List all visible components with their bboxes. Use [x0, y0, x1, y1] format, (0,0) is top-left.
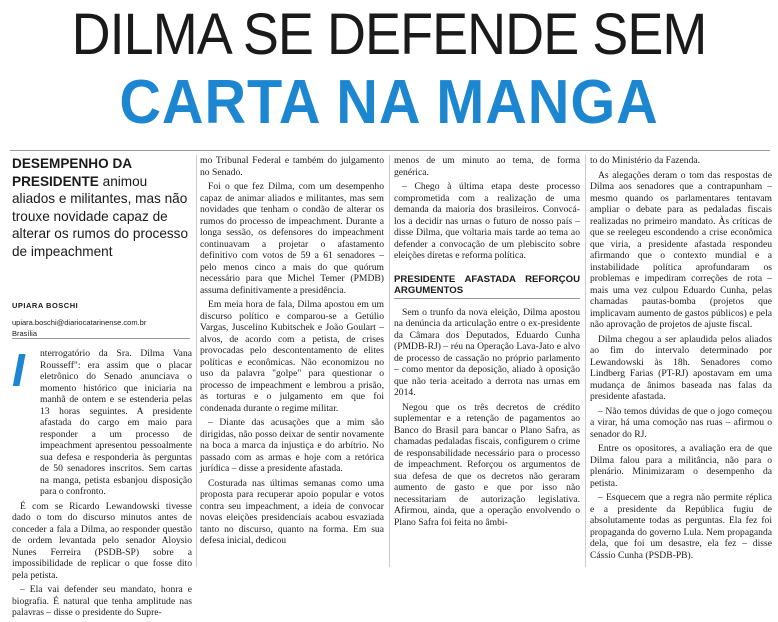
paragraph: mo Tribunal Federal e também do julgamento no Senado.: [200, 155, 384, 178]
paragraph: – Ela vai defender seu mandato, honra e biografia. É natural que tenha amplitude nas palavras – disse o presidente do Supre-: [12, 584, 192, 618]
byline-email[interactable]: upiara.boschi@diariocatarinense.com.br: [12, 318, 147, 327]
paragraph: nterrogatório da Sra. Dilma Vana Rousseff": era assim que o placar eletrônico do Senado anunciava o momento histórico que iniciaria na manhã de ontem e se estenderia pelas 13 horas seguintes. A presidente afastada do cargo em maio para responder a um processo de impeachment apresentou pessoalmente sua defesa e responderia às perguntas de 50 senadores inscritos. Sem cartas na manga, petista esbanjou disposição para o confronto.: [40, 348, 192, 497]
subheading: PRESIDENTE AFASTADA REFORÇOU ARGUMENTOS: [394, 274, 580, 299]
headline-line2: CARTA NA MANGA: [119, 68, 659, 137]
article-column-1: [12, 344, 192, 622]
paragraph: Entre os opositores, a avaliação era de que Dilma falou para a militância, não para o plenário. Minimizaram o desempenho da petista.: [590, 443, 772, 489]
paragraph: – Chego à última etapa deste processo comprometida com a realização de uma demanda da maioria dos brasileiros. Convocá-los a decidir nas urnas o futuro de nosso país – disse Dilma, que voltaria mais tarde ao tema ao defender a convocação de um plebiscito sobre eleições diretas e reforma política.: [394, 181, 580, 261]
headline-line1: DILMA SE DEFENDE SEM: [71, 2, 707, 67]
column-divider: [585, 155, 586, 567]
paragraph: As alegações deram o tom das respostas de Dilma aos senadores que a contrapunham – mesmo quando os parlamentares tentavam ampliar o debate para as pedaladas fiscais realizadas no primeiro mandato. Às críticas de que se reelegeu escondendo a crise econômica que viria, a presidente afastada respondeu afirmando que o contexto mundial e a instabilidade política aprofundaram os problemas e impediram correções de rota – mais uma vez culpou Eduardo Cunha, pelas chamadas pautas-bomba (projetos que implicavam aumento de gastos públicos) e pela não aprovação de projetos de ajuste fiscal.: [590, 169, 772, 330]
paragraph: Em meia hora de fala, Dilma apostou em um discurso político e comparou-se a Getúlio Vargas, Juscelino Kubitschek e João Goulart – alvos, de acordo com a petista, de crises provocadas pelo descontentamento de elites políticas e econômicas. Não economizou no uso da palavra "golpe" para questionar o processo de impeachment e lembrou a prisão, as torturas e o julgamento em que foi condenada durante o regime militar.: [200, 299, 384, 414]
drop-cap: I: [12, 344, 25, 396]
headline-divider: [10, 150, 770, 151]
paragraph: Negou que os três decretos de crédito suplementar e a retenção de pagamentos ao Banco do Brasil para bancar o Plano Safra, as chamadas pedaladas fiscais, configurem o crime de responsabilidade necessário para o processo de impeachment. Reforçou os argumentos de sua defesa de que os decretos não geraram aumento de gasto e que por isso não necessitariam de autorização legislativa. Afirmou, ainda, que a operação envolvendo o Plano Safra foi feita no âmbi-: [394, 401, 580, 528]
paragraph: – Não temos dúvidas de que o jogo começou a virar, há uma comoção nas ruas – afirmou o senador do RJ.: [590, 405, 772, 440]
article-column-2: [200, 155, 384, 550]
byline-author: UPIARA BOSCHI: [12, 301, 79, 310]
lead-text: animou aliados e militantes, mas não trouxe novidade capaz de alterar os rumos do processo de impeachment: [12, 173, 189, 259]
lead-summary: [12, 155, 190, 260]
article-column-3: [394, 155, 580, 531]
paragraph: Sem o trunfo da nova eleição, Dilma apostou na denúncia da articulação entre o ex-presidente da Câmara dos Deputados, Eduardo Cunha (PMDB-RJ) – réu na Operação Lava-Jato e alvo de processo de cassação no próprio parlamento – como mentor da deposição, aliado à oposição que não teria aceitado a derrota nas urnas em 2014.: [394, 306, 580, 398]
column-divider: [196, 155, 197, 567]
paragraph: Costurada nas últimas semanas como uma proposta para recuperar apoio popular e votos contra seu impeachment, a ideia de convocar novas eleições presidenciais acabou esvaziada tanto no discurso, quanto na forma. Em sua defesa inicial, dedicou: [200, 477, 384, 546]
byline: [12, 301, 190, 339]
paragraph: to do Ministério da Fazenda.: [590, 155, 701, 166]
paragraph: É com se Ricardo Lewandowski tivesse dado o tom do discurso minutos antes de conceder a fala a Dilma, ao responder questão de ordem levantada pelo senador Aloysio Nunes Ferreira (PSDB-SP) sobre a impossibilidade de replicar o que fosse dito pela petista.: [12, 500, 192, 581]
byline-divider: [12, 338, 190, 339]
lead-bold: DESEMPENHO DA PRESIDENTE: [12, 156, 132, 189]
paragraph: – Esquecem que a regra não permite réplica e a presidente da República fugiu de absolutamente todas as perguntas. Ela fez foi propaganda do governo Lula. Nem propaganda dela, que foi um desastre, ela fez – disse Cássio Cunha (PSDB-PB).: [590, 492, 772, 561]
article-column-4: [590, 155, 772, 564]
paragraph: – Diante das acusações que a mim são dirigidas, não posso deixar de sentir novamente na boca a marca da injustiça e do arbítrio. No passado com as armas e hoje com a retórica jurídica – disse a presidente afastada.: [200, 417, 384, 474]
byline-city: Brasília: [12, 329, 38, 338]
column-divider: [389, 155, 390, 567]
paragraph: Dilma chegou a ser aplaudida pelos aliados ao fim do intervalo determinado por Lewandowski às 18h. Senadores como Lindberg Farias (PT-RJ) apostavam em uma mudança de ânimos baseada nas falas da presidente afastada.: [590, 333, 772, 402]
paragraph: menos de um minuto ao tema, de forma genérica.: [394, 155, 580, 178]
paragraph: Foi o que fez Dilma, com um desempenho capaz de animar aliados e militantes, mas sem novidades que tenham o condão de alterar os rumos do processo de impeachment. Durante a longa sessão, os defensores do impeachment continuavam a projetar o afastamento definitivo com votos de 59 a 61 senadores – pelo menos cinco a mais do que quórum necessário para que Michel Temer (PMDB) assuma definitivamente a presidência.: [200, 181, 384, 296]
